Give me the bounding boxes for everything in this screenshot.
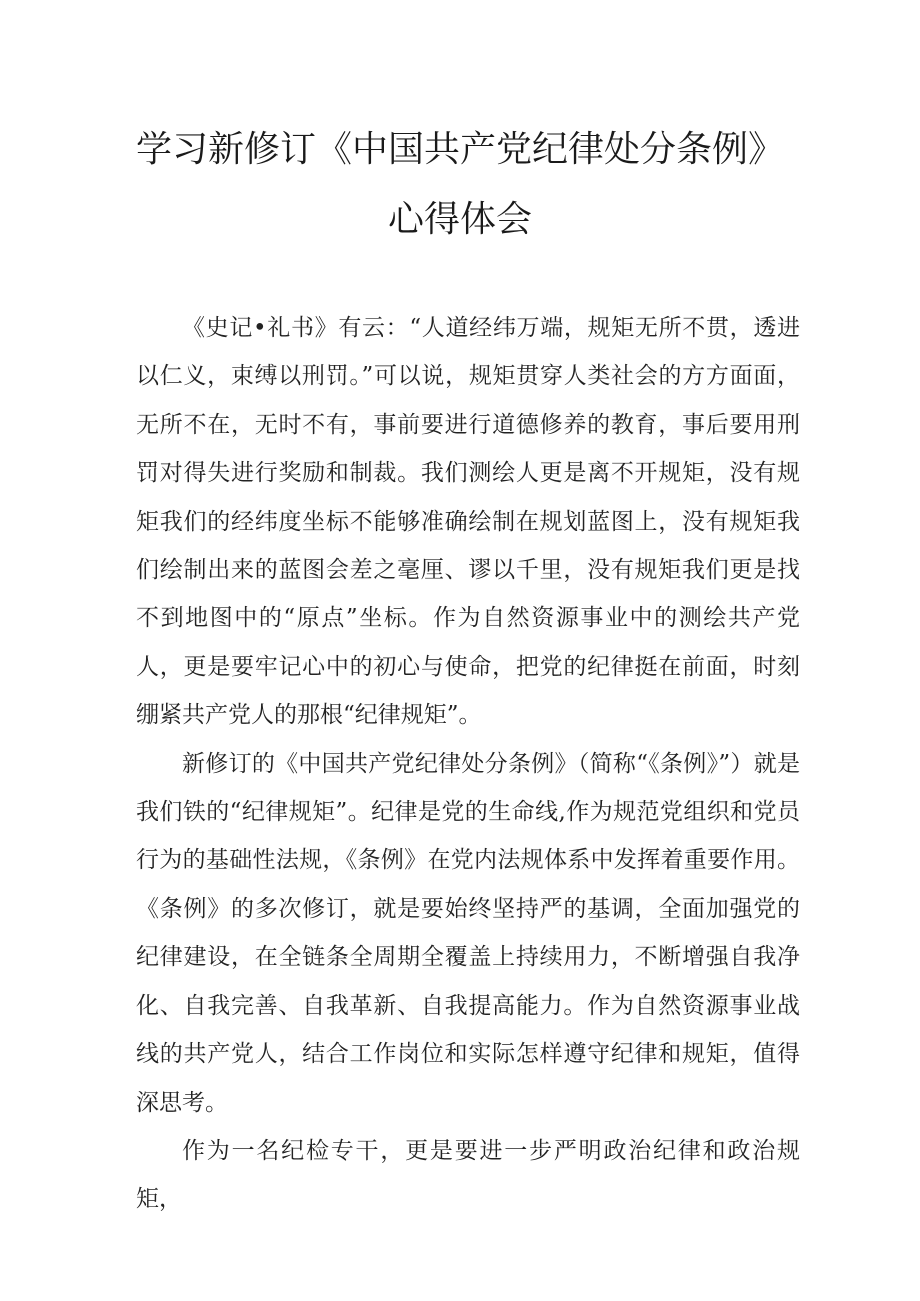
paragraph-1: 《史记•礼书》有云：“人道经纬万端，规矩无所不贯，透进以仁义，束缚以刑罚。”可以说，规矩贯穿人类社会的方方面面，无所不在，无时不有，事前要进行道德修养的教育，事后要用刑罚对得失进行奖励和制裁。我们测绘人更是离不开规矩，没有规矩我们的经纬度坐标不能够准确绘制在规划蓝图上，没有规矩我们绘制出来的蓝图会差之毫厘、谬以千里，没有规矩我们更是找不到地图中的“原点”坐标。作为自然资源事业中的测绘共产党人，更是要牢记心中的初心与使命，把党的纪律挺在前面，时刻绷紧共产党人的那根“纪律规矩”。	[136, 315, 800, 729]
document-body	[136, 304, 800, 1224]
document-title-line-2: 心得体会	[387, 199, 532, 240]
document-title-line-1: 学习新修订《中国共产党纪律处分条例》	[135, 129, 784, 170]
paragraph-2: 新修订的《中国共产党纪律处分条例》（简称“《条例》”）就是我们铁的“纪律规矩”。纪律是党的生命线,作为规范党组织和党员行为的基础性法规，《条例》在党内法规体系中发挥着重要作用。《条例》的多次修订，就是要始终坚持严的基调，全面加强党的纪律建设，在全链条全周期全覆盖上持续用力，不断增强自我净化、自我完善、自我革新、自我提高能力。作为自然资源事业战线的共产党人，结合工作岗位和实际怎样遵守纪律和规矩，值得深思考。	[136, 750, 800, 1116]
paragraph-3: 作为一名纪检专干，更是要进一步严明政治纪律和政治规矩，	[136, 1137, 800, 1213]
